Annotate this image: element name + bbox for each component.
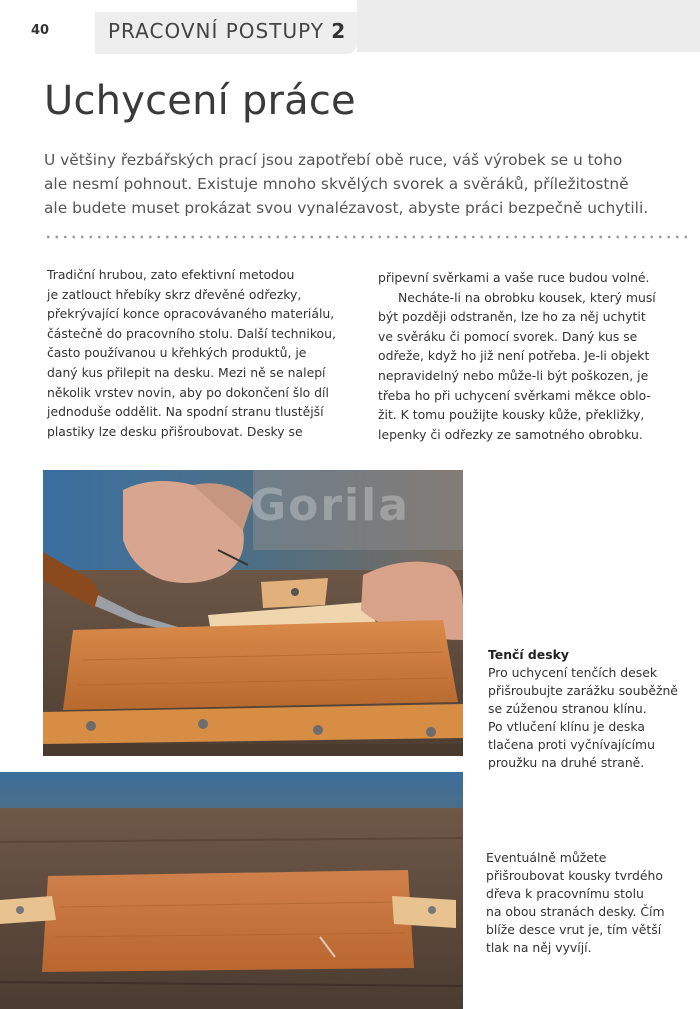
dotted-divider: [44, 234, 689, 240]
right-column-text: [378, 268, 656, 444]
watermark-text: Gorila: [250, 480, 410, 531]
text-line: jednoduše oddělit. Na spodní stranu tlustější: [47, 404, 324, 420]
caption-line: tlačena proti vyčnívajícímu: [488, 737, 655, 752]
photo-board-with-blocks: [0, 772, 463, 1009]
caption-line: přišroubovat kousky tvrdého: [486, 868, 663, 883]
text-line: několik vrstev novin, aby po dokončení šlo díl: [47, 384, 329, 400]
header-background: [357, 0, 700, 52]
text-line: třeba ho při uchycení svěrkami měkce oblo-: [378, 387, 651, 403]
caption-title: Tenčí desky: [488, 647, 569, 662]
section-title: [108, 19, 346, 43]
caption-line: dřeva k pracovnímu stolu: [486, 886, 644, 901]
text-line: plastiky lze desku přišroubovat. Desky se: [47, 423, 303, 439]
caption-line: tlak na něj vyvíjí.: [486, 940, 592, 955]
caption-line: Pro uchycení tenčích desek: [488, 665, 658, 680]
page-number: 40: [31, 23, 50, 38]
text-line: lepenky či odřezky ze samotného obrobku.: [378, 426, 643, 442]
intro-line: ale nesmí pohnout. Existuje mnoho skvělých svorek a svěráků, příležitostně: [44, 175, 629, 193]
caption-line: Eventuálně můžete: [486, 850, 607, 865]
text-line: připevní svěrkami a vaše ruce budou volné.: [378, 270, 650, 285]
text-line: často používanou u křehkých produktů, je: [47, 345, 307, 361]
caption-hardwood-pieces: [486, 849, 665, 957]
text-line: Tradiční hrubou, zato efektivní metodou: [47, 267, 295, 282]
text-line: částečně do pracovního stolu. Další technikou,: [47, 325, 336, 341]
text-line: být později odstraněn, lze ho za něj uchytit: [378, 309, 646, 325]
section-title-text: PRACOVNÍ POSTUPY: [108, 19, 324, 43]
text-line: ve svěráku či pomocí svorek. Daný kus se: [378, 328, 638, 344]
caption-thin-boards: [488, 646, 678, 772]
text-line: žit. K tomu použijte kousky kůže, překližky,: [378, 407, 645, 423]
intro-paragraph: [44, 148, 694, 220]
caption-line: na obou stranách desky. Čím: [486, 904, 665, 919]
caption-line: se zúženou stranou klínu.: [488, 701, 647, 716]
section-number: 2: [331, 19, 347, 43]
intro-line: ale budete muset prokázat svou vynalézavost, abyste práci bezpečně uchytili.: [44, 199, 649, 217]
text-line: Necháte-li na obrobku kousek, který musí: [398, 289, 656, 305]
caption-line: blíže desce vrut je, tím větší: [486, 922, 662, 937]
caption-line: Po vtlučení klínu je deska: [488, 719, 645, 734]
text-line: daný kus přilepit na desku. Mezi ně se nalepí: [47, 364, 326, 380]
text-line: je zatlouct hřebíky skrz dřevěné odřezky,: [47, 286, 302, 302]
text-line: odřeže, když ho již není potřeba. Je-li objekt: [378, 348, 650, 364]
caption-line: proužku na druhé straně.: [488, 755, 645, 770]
page-title: Uchycení práce: [44, 78, 356, 124]
caption-line: přišroubujte zarážku souběžně: [488, 683, 678, 698]
intro-line: U většiny řezbářských prací jsou zapotřebí obě ruce, váš výrobek se u toho: [44, 151, 623, 169]
text-line: překrývající konce opracovávaného materiálu,: [47, 306, 335, 322]
left-column-text: [47, 265, 336, 441]
text-line: nepravidelný nebo může-li být poškozen, je: [378, 367, 649, 383]
